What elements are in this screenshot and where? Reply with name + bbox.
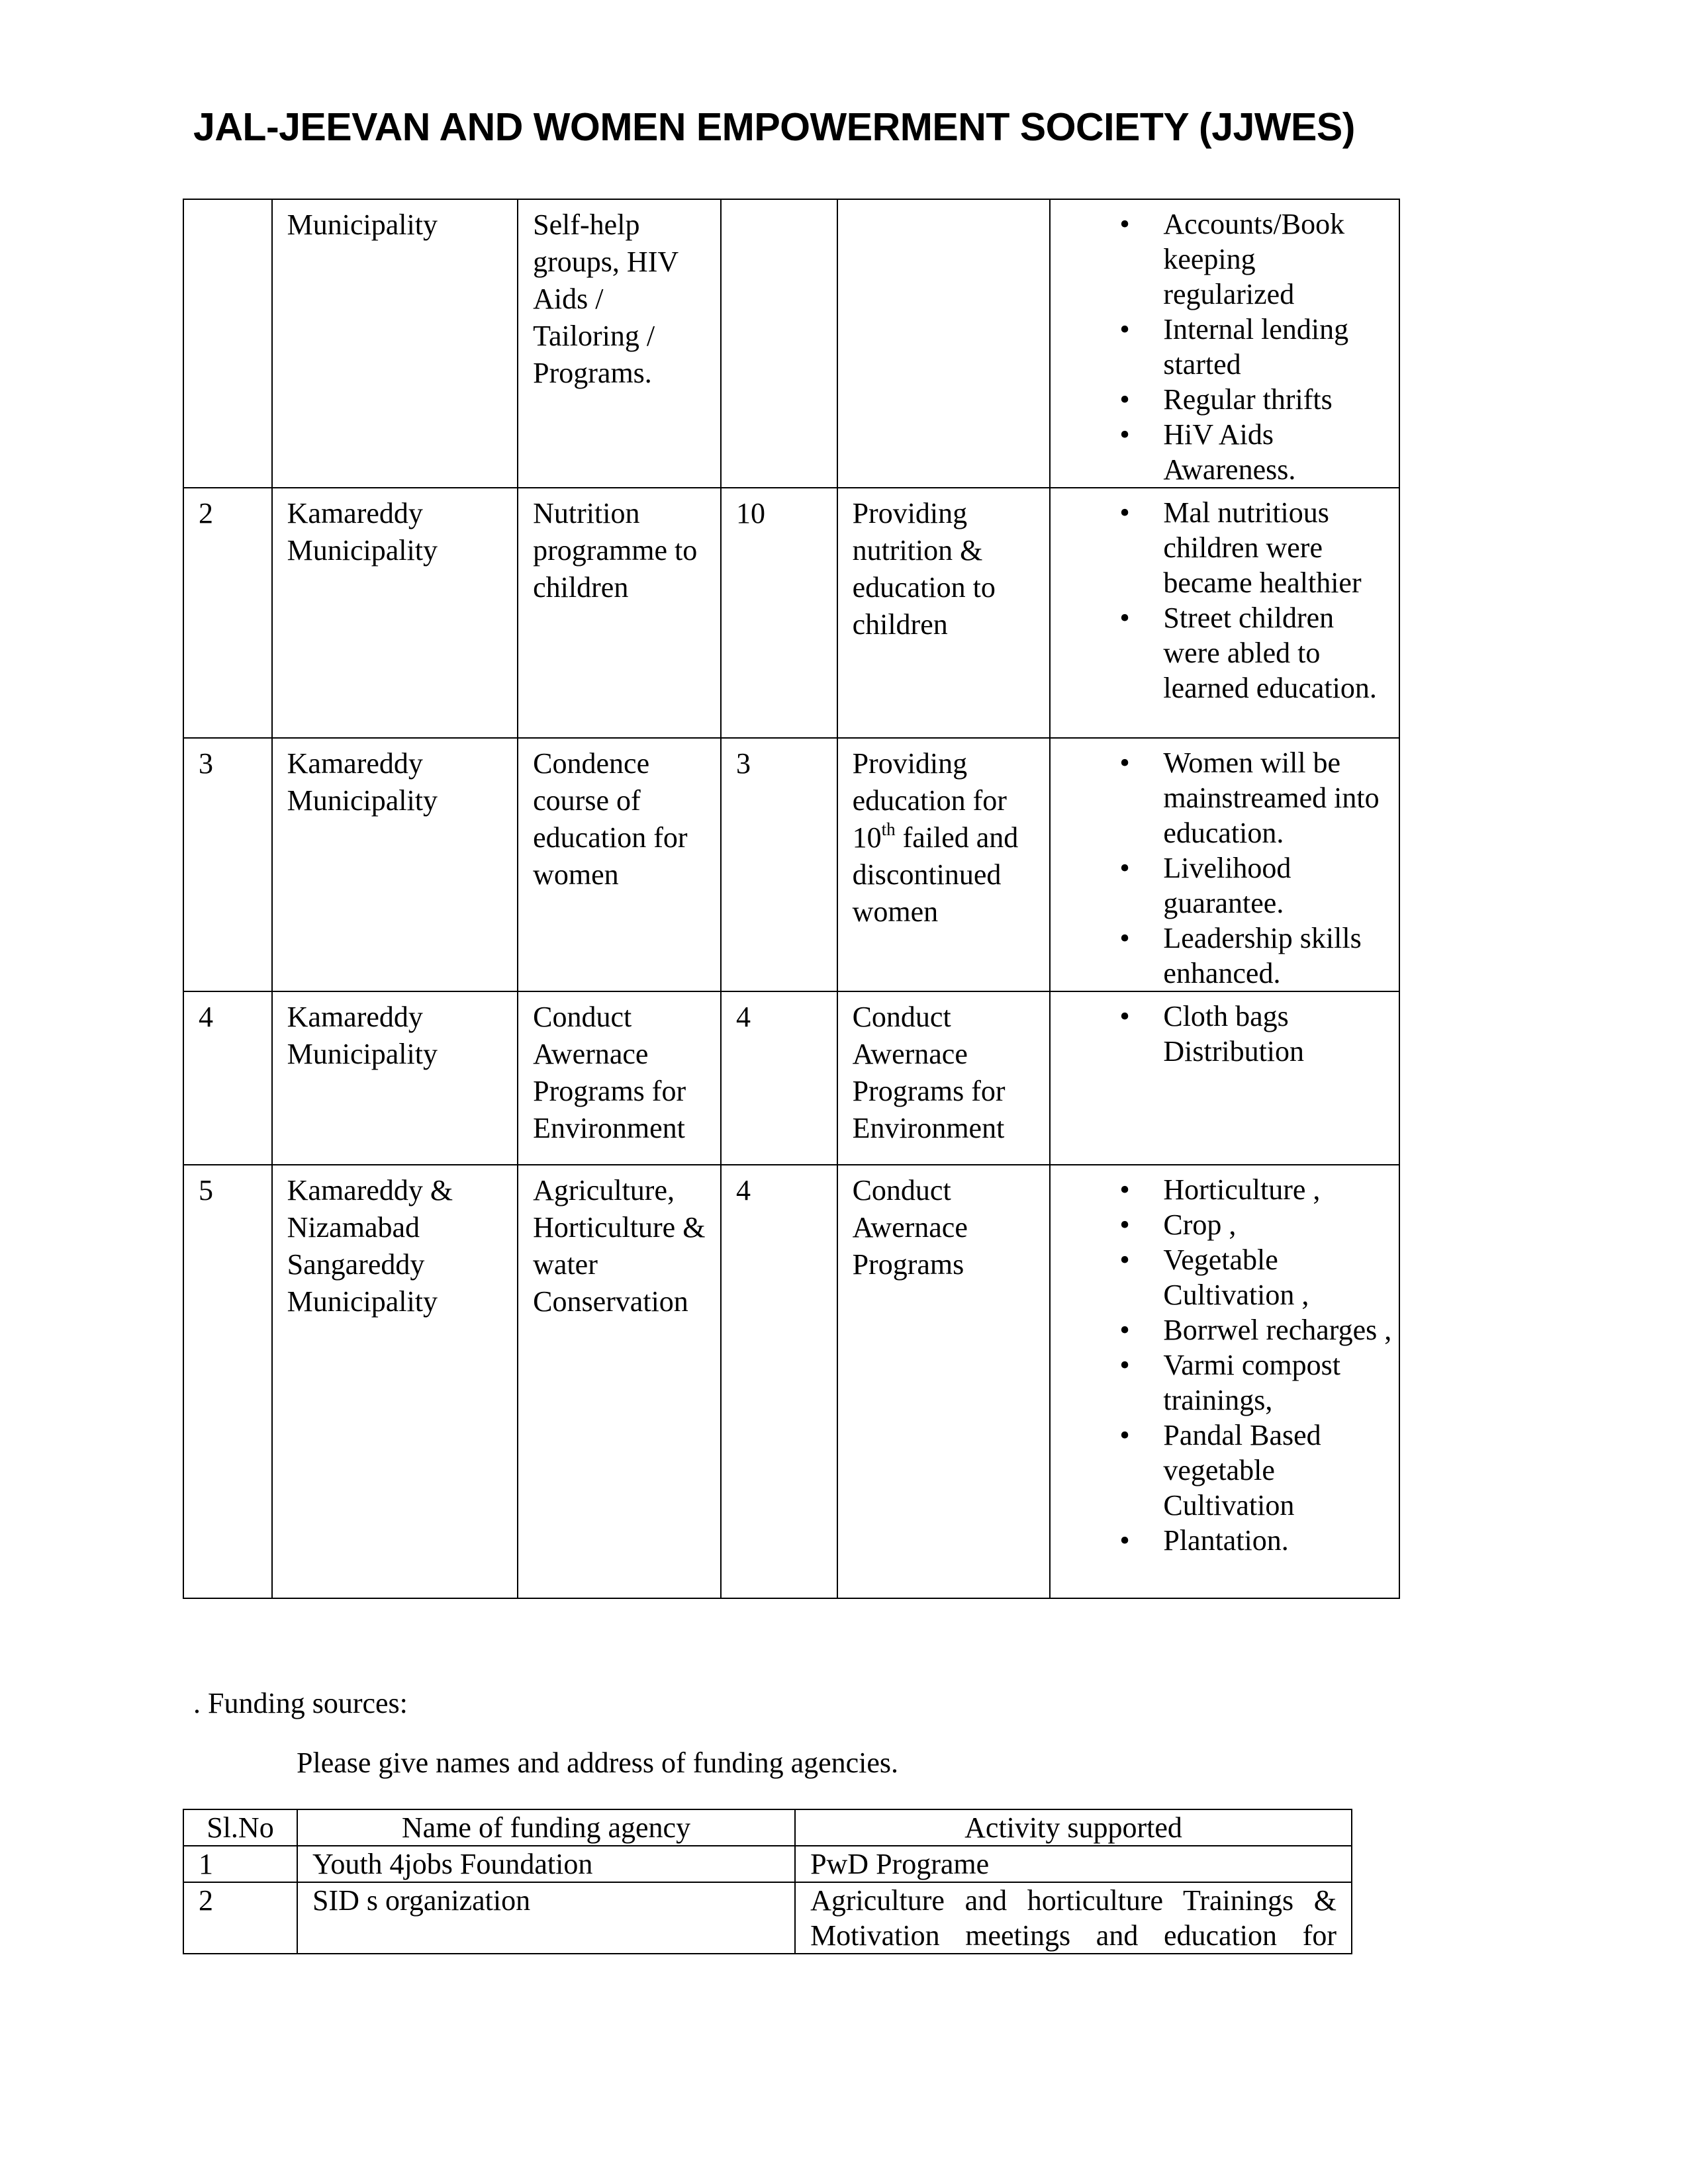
result-item: • Borrwel recharges , [1119,1314,1392,1346]
program-cell: Nutrition programme to children [518,488,721,738]
table-row [183,738,1399,991]
table-row [183,1165,1399,1598]
document-title: JAL-JEEVAN AND WOMEN EMPOWERMENT SOCIETY (JJWES) [193,105,1355,149]
bullet-icon: • [1119,1349,1130,1381]
bullet-icon: • [1119,602,1130,634]
results-list [1051,745,1393,991]
sl-cell: 1 [183,1846,297,1882]
activities-table [183,199,1400,1599]
location-cell: Municipality [272,199,518,488]
result-item: • Varmi compost trainings, [1119,1349,1340,1416]
program-cell: Agriculture, Horticulture & water Conservation [518,1165,721,1598]
result-item: • Plantation. [1119,1524,1289,1557]
description-cell: Providing nutrition & education to children [837,488,1051,738]
results-cell [1050,199,1399,488]
result-item: • Horticulture , [1119,1173,1321,1206]
bullet-icon: • [1119,1000,1130,1032]
bullet-icon: • [1119,208,1130,240]
results-list [1051,206,1393,487]
bullet-icon: • [1119,1314,1130,1346]
sl-cell: 2 [183,488,272,738]
result-item: • Crop , [1119,1208,1237,1241]
results-list [1051,999,1393,1069]
count-cell: 4 [721,1165,837,1598]
sl-cell: 3 [183,738,272,991]
table-row [183,1846,1352,1882]
funding-table [183,1809,1352,1954]
bullet-icon: • [1119,313,1130,345]
program-cell: Condence course of education for women [518,738,721,991]
results-cell [1050,1165,1399,1598]
bullet-icon: • [1119,747,1130,779]
count-cell: 4 [721,991,837,1165]
program-cell: Conduct Awernace Programs for Environment [518,991,721,1165]
result-item: • Livelihood guarantee. [1119,852,1291,919]
result-item: • Leadership skills enhanced. [1119,922,1362,989]
description-cell [837,199,1051,488]
program-cell: Self-help groups, HIV Aids / Tailoring / Programs. [518,199,721,488]
activity-cell: PwD Programe [795,1846,1352,1882]
count-cell [721,199,837,488]
result-item: • Regular thrifts [1119,383,1333,416]
bullet-icon: • [1119,1419,1130,1451]
agency-cell: Youth 4jobs Foundation [297,1846,795,1882]
sl-cell [183,199,272,488]
result-item: • Mal nutritious children were became healthier [1119,496,1362,599]
result-item: • HiV Aids Awareness. [1119,418,1296,486]
count-cell: 3 [721,738,837,991]
bullet-icon: • [1119,1524,1130,1557]
result-item: • Internal lending started [1119,313,1349,381]
bullet-icon: • [1119,1244,1130,1276]
table-row [183,199,1399,488]
description-cell: Conduct Awernace Programs for Environment [837,991,1051,1165]
results-cell [1050,488,1399,738]
column-header: Name of funding agency [297,1809,795,1846]
table-row [183,1882,1352,1954]
location-cell: Kamareddy Municipality [272,488,518,738]
results-list [1051,1172,1393,1558]
bullet-icon: • [1119,418,1130,451]
bullet-icon: • [1119,383,1130,416]
location-cell: Kamareddy Municipality [272,991,518,1165]
bullet-icon: • [1119,922,1130,954]
description-cell: Providing education for 10th failed and discontinued women [837,738,1051,991]
activity-line: Agriculture and horticulture Trainings & [810,1884,1336,1917]
bullet-icon: • [1119,852,1130,884]
results-list [1051,495,1393,705]
count-cell: 10 [721,488,837,738]
result-item: • Pandal Based vegetable Cultivation [1119,1419,1321,1522]
results-cell [1050,738,1399,991]
result-item: • Vegetable Cultivation , [1119,1244,1309,1311]
column-header: Activity supported [795,1809,1352,1846]
funding-heading: . Funding sources: [193,1687,408,1719]
sl-cell: 4 [183,991,272,1165]
sl-cell: 5 [183,1165,272,1598]
bullet-icon: • [1119,1173,1130,1206]
funding-instruction: Please give names and address of funding agencies. [297,1747,899,1779]
result-item: • Accounts/Book keeping regularized [1119,208,1345,310]
results-cell [1050,991,1399,1165]
location-cell: Kamareddy Municipality [272,738,518,991]
table-row [183,488,1399,738]
result-item: • Women will be mainstreamed into education. [1119,747,1380,849]
column-header: Sl.No [183,1809,297,1846]
result-item: • Cloth bags Distribution [1119,1000,1305,1068]
table-header-row [183,1809,1352,1846]
activity-line: Motivation meetings and education for [810,1919,1336,1952]
bullet-icon: • [1119,496,1130,529]
bullet-icon: • [1119,1208,1130,1241]
result-item: • Street children were abled to learned education. [1119,602,1377,704]
description-cell: Conduct Awernace Programs [837,1165,1051,1598]
activity-cell [795,1882,1352,1954]
table-row [183,991,1399,1165]
agency-cell: SID s organization [297,1882,795,1954]
location-cell: Kamareddy & Nizamabad Sangareddy Municipality [272,1165,518,1598]
sl-cell: 2 [183,1882,297,1954]
